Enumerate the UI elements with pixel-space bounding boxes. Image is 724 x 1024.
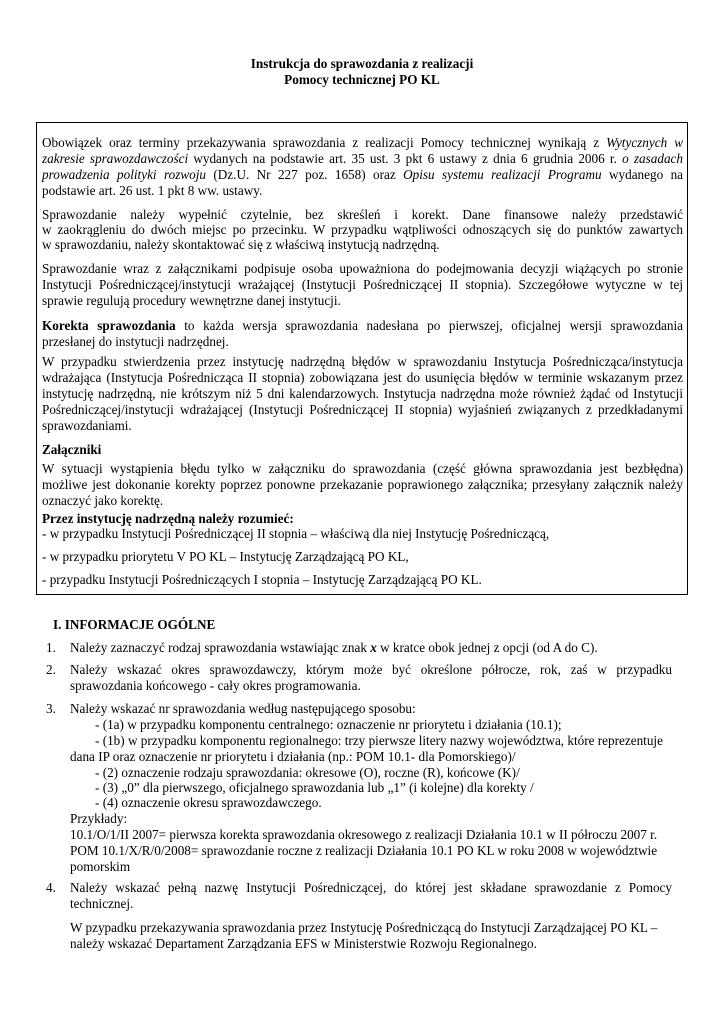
item-3-sub-2-cont: dana IP oraz oznaczenie nr priorytetu i działania (np.: POM 10.1- dla Pomorskiego)/ — [70, 749, 516, 764]
box-p3-line2: Instytucji Pośredniczącej/instytucji wrażającej (Instytucji Pośredniczącej II stopnia). Szczegółowe wytyczne w tej — [42, 277, 683, 292]
box-p6-line3: oznaczyć jako korektę. — [42, 493, 164, 508]
item-3-intro: Należy wskazać nr sprawozdania według następującego sposobu: — [70, 701, 416, 716]
box-p5-line1: W przypadku stwierdzenia przez instytucję nadrzędną błędów w sprawozdaniu Instytucja Pośrednicząca/instytucja — [42, 354, 683, 369]
superior-item-1: - w przypadku Instytucji Pośredniczącej II stopnia – właściwą dla niej Instytucję Pośredniczącą, — [42, 526, 550, 541]
box-p5-line3: instytucję nadrzędną, nie krótszym niż 5 dni kalendarzowych. Instytucja nadrzędna może również żądać od Instytucji — [42, 386, 683, 401]
item-4-para-line2: należy wskazać Departament Zarządzania EFS w Ministerstwie Rozwoju Regionalnego. — [70, 936, 537, 951]
superior-institution-heading: Przez instytucję nadrzędną należy rozumieć: — [42, 511, 294, 526]
section-title: I. INFORMACJE OGÓLNE — [53, 617, 216, 632]
box-p5-line2: wdrażająca (Instytucja Pośrednicząca II stopnia) zobowiązana jest do usunięcia błędów w terminie wskazanym przez — [42, 370, 683, 385]
box-p6-line2: możliwe jest dokonanie korekty poprzez ponowne przekazanie poprawionego załącznika; przesyłany załącznik należy — [42, 477, 683, 492]
box-p5-line5: sprawozdaniami. — [42, 418, 132, 433]
item-3-sub-2: - (1b) w przypadku komponentu regionalnego: trzy pierwsze litery nazwy województwa, które reprezentuje — [95, 733, 663, 748]
attachments-heading: Załączniki — [42, 442, 102, 457]
item-1-text: Należy zaznaczyć rodzaj sprawozdania wstawiając znak x w kratce obok jednej z opcji (od A do C). — [70, 640, 598, 655]
item-4-number: 4. — [46, 880, 56, 895]
box-p2-line3: w sprawozdaniu, należy skontaktować się z właściwą instytucją nadrzędną. — [42, 237, 440, 252]
box-p1-line4: podstawie art. 26 ust. 1 pkt 8 ww. ustawy. — [42, 183, 263, 198]
item-3-example-2: POM 10.1/X/R/0/2008= sprawozdanie roczne z realizacji Działania 10.1 PO KL w roku 2008 w województwie — [70, 843, 658, 858]
item-2-line1: Należy wskazać okres sprawozdawczy, którym może być określone półrocze, rok, zaś w przypadku — [70, 662, 672, 677]
item-2-line2: sprawozdania końcowego - cały okres programowania. — [70, 678, 361, 693]
item-1-number: 1. — [46, 640, 56, 655]
box-p1-line3: prowadzenia polityki rozwoju (Dz.U. Nr 227 poz. 1658) oraz Opisu systemu realizacji Programu wydanego na — [42, 167, 684, 182]
box-p4-line1: Korekta sprawozdania to każda wersja sprawozdania nadesłana po pierwszej, oficjalnej wersji sprawozdania — [42, 318, 683, 333]
box-p2-line2: w zaokrągleniu do dwóch miejsc po przecinku. W przypadku wątpliwości odnoszących się do punktów zawartych — [42, 222, 683, 237]
item-3-sub-3: - (2) oznaczenie rodzaju sprawozdania: okresowe (O), roczne (R), końcowe (K)/ — [95, 765, 520, 780]
item-3-examples-label: Przykłady: — [70, 811, 128, 826]
item-3-example-1: 10.1/O/1/II 2007= pierwsza korekta sprawozdania okresowego z realizacji Działania 10.1 w II półroczu 2007 r. — [70, 827, 658, 842]
box-p5-line4: Pośredniczącej/instytucji wdrażającej (Instytucji Pośredniczącej II stopnia) wyjaśnień związanych z przedkładanymi — [42, 402, 683, 417]
box-p1-line1: Obowiązek oraz terminy przekazywania sprawozdania z realizacji Pomocy technicznej wynikają z Wytycznych w — [42, 135, 684, 150]
superior-item-3: - przypadku Instytucji Pośredniczących I stopnia – Instytucję Zarządzającą PO KL. — [42, 572, 482, 587]
box-p4-line2: przesłanej do instytucji nadrzędnej. — [42, 334, 229, 349]
document-title-line2: Pomocy technicznej PO KL — [284, 72, 440, 87]
box-p1-line2: zakresie sprawozdawczości wydanych na podstawie art. 35 ust. 3 pkt 6 ustawy z dnia 6 grudnia 2006 r. o zasadach — [42, 151, 684, 166]
box-p3-line3: sprawie regulują procedury wewnętrzne danej instytucji. — [42, 293, 341, 308]
item-2-number: 2. — [46, 662, 56, 677]
item-4-line2: technicznej. — [70, 896, 134, 911]
box-p6-line1: W sytuacji wystąpienia błędu tylko w załączniku do sprawozdania (część główna sprawozdania jest bezbłędna) — [42, 461, 683, 476]
item-4-para-line1: W pzypadku przekazywania sprawozdania przez Instytucję Pośredniczącą do Instytucji Zarządzającej PO KL – — [70, 920, 658, 935]
superior-item-2: - w przypadku priorytetu V PO KL – Instytucję Zarządzającą PO KL, — [42, 549, 409, 564]
item-3-sub-4: - (3) „0” dla pierwszego, oficjalnego sprawozdania lub „1” (i kolejne) dla korekty / — [95, 780, 534, 795]
item-3-sub-5: - (4) oznaczenie okresu sprawozdawczego. — [95, 795, 322, 810]
box-p3-line1: Sprawozdanie wraz z załącznikami podpisuje osoba upoważniona do podejmowania decyzji wiążących po stronie — [42, 261, 683, 276]
item-3-number: 3. — [46, 701, 56, 716]
box-p2-line1: Sprawozdanie należy wypełnić czytelnie, bez skreśleń i korekt. Dane finansowe należy przedstawić — [42, 207, 683, 222]
item-3-example-2-cont: pomorskim — [70, 859, 131, 874]
item-4-line1: Należy wskazać pełną nazwę Instytucji Pośredniczącej, do której jest składane sprawozdanie z Pomocy — [70, 880, 672, 895]
item-3-sub-1: - (1a) w przypadku komponentu centralnego: oznaczenie nr priorytetu i działania (10.1); — [95, 717, 562, 732]
document-title-line1: Instrukcja do sprawozdania z realizacji — [250, 56, 474, 71]
